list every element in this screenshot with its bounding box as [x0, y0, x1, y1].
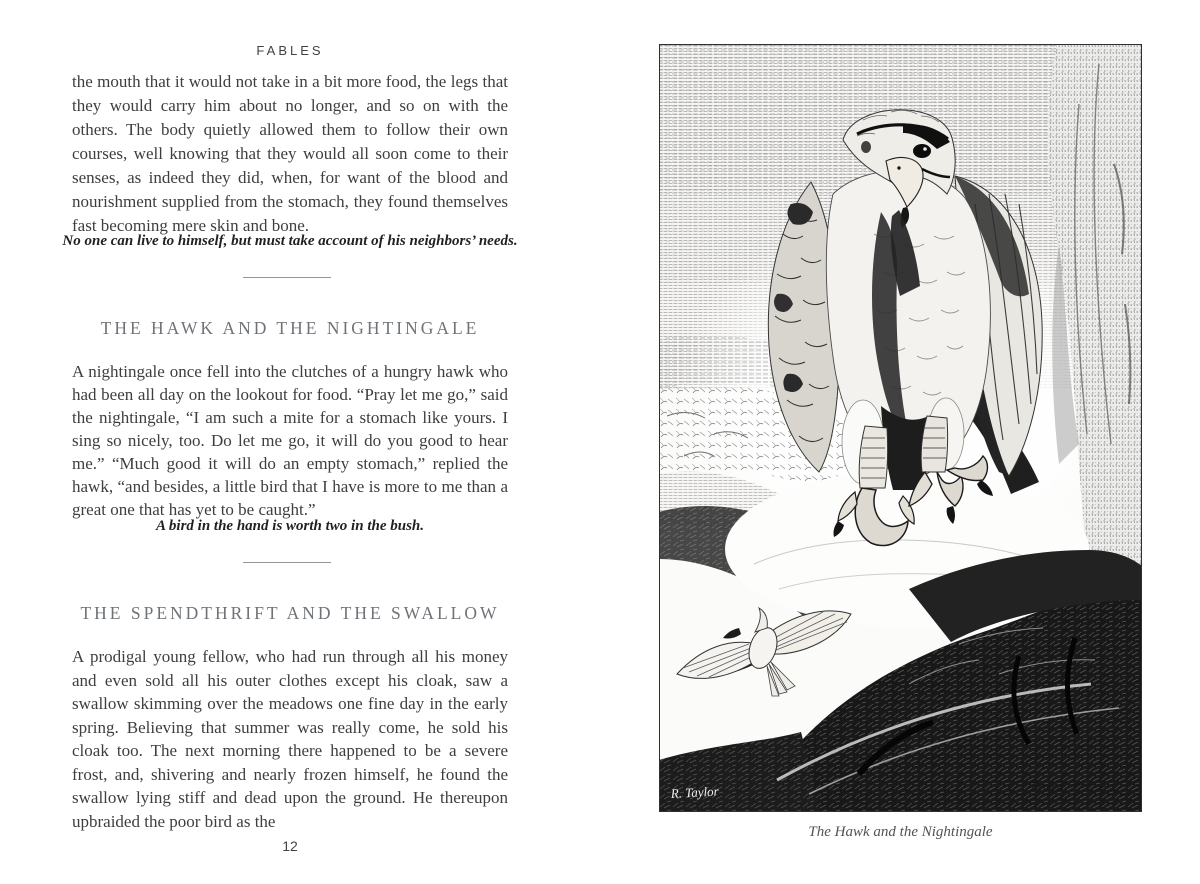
page-number: 12	[282, 838, 298, 854]
paragraph-hawk-nightingale: A nightingale once fell into the clutches of a hungry hawk who had been all day on the lookout for food. “Pray let me go,” said the nightingale, “I am such a mite for a stomach like yours. I sing so nicely, too. Do let me go, it will do you good to hear me.” “Much good it will do an empty stomach,” replied the hawk, “and besides, a little bird that I have is more to me than a great one that has yet to be caught.”	[72, 362, 508, 519]
title-hawk-nightingale: THE HAWK AND THE NIGHTINGALE	[100, 318, 480, 338]
section-divider	[243, 562, 331, 563]
title-spendthrift-swallow: THE SPENDTHRIFT AND THE SWALLOW	[80, 603, 500, 623]
paragraph-spendthrift-swallow: A prodigal young fellow, who had run through all his money and even sold all his outer clothes except his cloak, saw a swallow skimming over the meadows one fine day in the early spring. Believing that summer was really come, he sold his cloak too. The next morning there happened to be a severe frost, and, shivering and nearly frozen himself, he found the swallow lying stiff and dead upon the ground. He thereupon upbraided the poor bird as the	[72, 647, 508, 831]
illustration-caption: The Hawk and the Nightingale	[808, 824, 993, 840]
page-right	[600, 0, 1200, 884]
moral-hawk-nightingale: A bird in the hand is worth two in the bush.	[155, 518, 425, 534]
running-head: FABLES	[256, 43, 324, 58]
engraver-signature-left: R. Taylor	[670, 783, 720, 801]
hawk-illustration	[659, 44, 1142, 812]
section-divider	[243, 277, 331, 278]
engraver-signature-right: Ernest	[1031, 779, 1063, 793]
moral-belly-members: No one can live to himself, but must take account of his neighbors’ needs.	[62, 233, 518, 249]
paragraph-belly-members-continuation: the mouth that it would not take in a bit more food, the legs that they would carry him about no longer, and so on with the others. The body quietly allowed them to follow their own courses, well knowing that they would all soon come to their senses, as indeed they did, when, for want of the blood and nourishment supplied from the stomach, they found themselves fast becoming mere skin and bone.	[72, 72, 508, 235]
